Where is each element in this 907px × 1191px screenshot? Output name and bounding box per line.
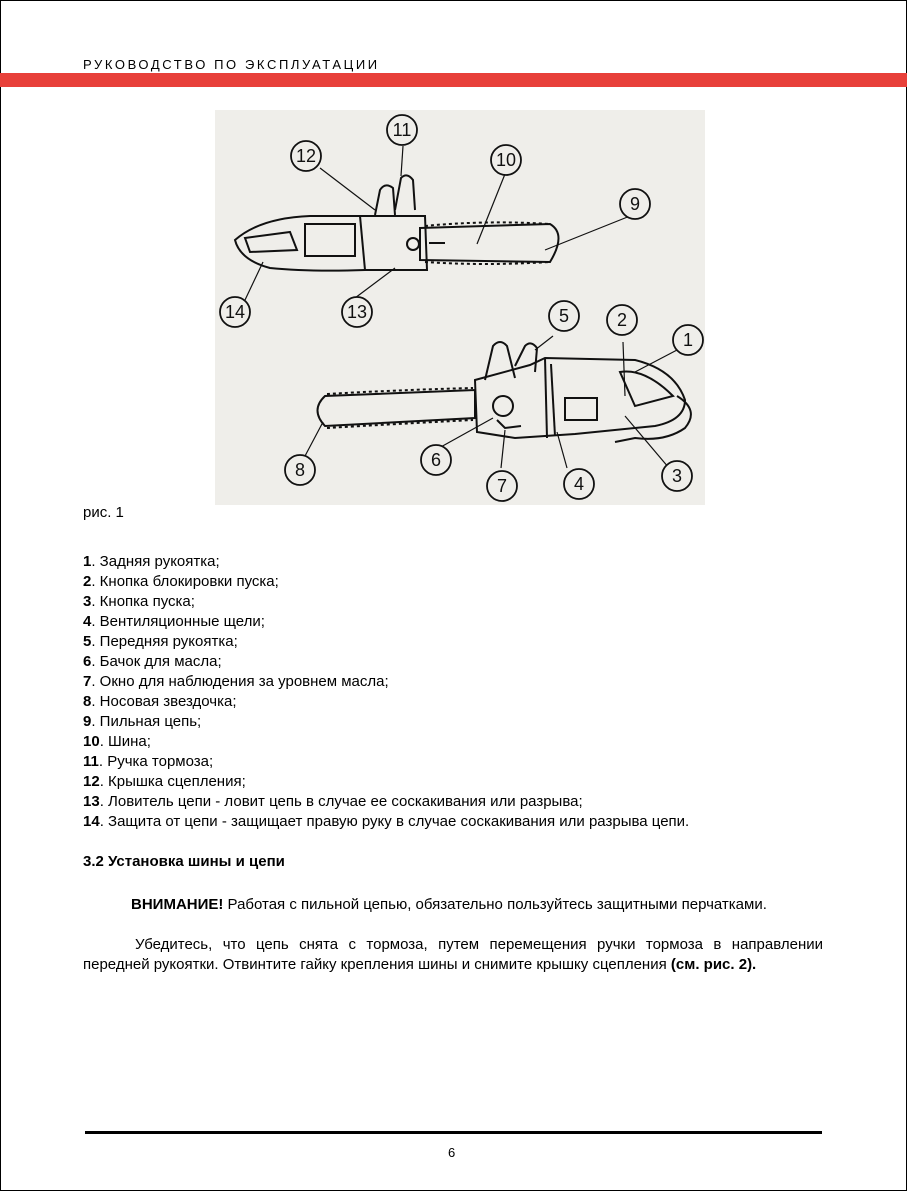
list-item: 14. Защита от цепи - защищает правую руку в случае соскакивания или разрыва цепи.: [83, 813, 690, 830]
list-item: 8. Носовая звездочка;: [83, 693, 237, 710]
svg-text:4: 4: [573, 474, 585, 494]
callout-6: [421, 445, 451, 475]
svg-text:6: 6: [430, 450, 442, 470]
svg-text:2: 2: [616, 310, 628, 330]
list-item: 11. Ручка тормоза;: [83, 753, 214, 770]
callout-5: [549, 301, 579, 331]
svg-text:14: 14: [224, 302, 246, 322]
callout-2: [607, 305, 637, 335]
list-item: 9. Пильная цепь;: [83, 713, 202, 730]
svg-text:1: 1: [682, 330, 694, 350]
callout-13: [342, 297, 372, 327]
list-item: 4. Вентиляционные щели;: [83, 613, 265, 630]
list-item: 3. Кнопка пуска;: [83, 593, 195, 610]
list-item: 12. Крышка сцепления;: [83, 773, 246, 790]
header-accent-bar: [0, 73, 907, 87]
svg-text:9: 9: [629, 194, 641, 214]
svg-text:3: 3: [671, 466, 683, 486]
svg-text:11: 11: [392, 120, 412, 140]
figure-reference: (см. рис. 2).: [670, 956, 757, 973]
figure-caption: рис. 1: [83, 504, 124, 521]
list-item: 6. Бачок для масла;: [83, 653, 222, 670]
callout-9: [620, 189, 650, 219]
section-title: 3.2 Установка шины и цепи: [83, 853, 285, 870]
list-item: 13. Ловитель цепи - ловит цепь в случае ее соскакивания или разрыва;: [83, 793, 583, 810]
svg-text:10: 10: [495, 150, 517, 170]
parts-list: [83, 552, 689, 832]
svg-text:7: 7: [496, 476, 508, 496]
warning-label: ВНИМАНИЕ!: [131, 896, 224, 913]
list-item: 5. Передняя рукоятка;: [83, 633, 238, 650]
warning-text: Работая с пильной цепью, обязательно пользуйтесь защитными перчатками.: [223, 896, 767, 913]
footer-divider: [85, 1131, 822, 1134]
callout-4: [564, 469, 594, 499]
body-paragraph: [83, 935, 823, 975]
svg-text:12: 12: [295, 146, 317, 166]
header-title: РУКОВОДСТВО ПО ЭКСПЛУАТАЦИИ: [83, 57, 380, 72]
svg-text:13: 13: [346, 302, 368, 322]
bottom-saw-bar: [318, 390, 476, 426]
chainsaw-figure: [215, 110, 705, 505]
callout-7: [487, 471, 517, 501]
list-item: 10. Шина;: [83, 733, 151, 750]
svg-text:8: 8: [294, 460, 306, 480]
list-item: 7. Окно для наблюдения за уровнем масла;: [83, 673, 389, 690]
callout-1: [673, 325, 703, 355]
callout-3: [662, 461, 692, 491]
callout-11: [387, 115, 417, 145]
list-item: 2. Кнопка блокировки пуска;: [83, 573, 279, 590]
list-item: 1. Задняя рукоятка;: [83, 553, 220, 570]
page-number: 6: [448, 1145, 456, 1160]
chainsaw-diagram: [215, 110, 705, 505]
callout-12: [291, 141, 321, 171]
svg-text:5: 5: [558, 306, 570, 326]
warning-paragraph: [83, 895, 823, 915]
callout-14: [220, 297, 250, 327]
callout-8: [285, 455, 315, 485]
body-text: Убедитесь, что цепь снята с тормоза, путем перемещения ручки тормоза в направлении передней рукоятки. Отвинтите гайку крепления шины и снимите крышку сцепления: [83, 936, 823, 973]
callout-10: [491, 145, 521, 175]
